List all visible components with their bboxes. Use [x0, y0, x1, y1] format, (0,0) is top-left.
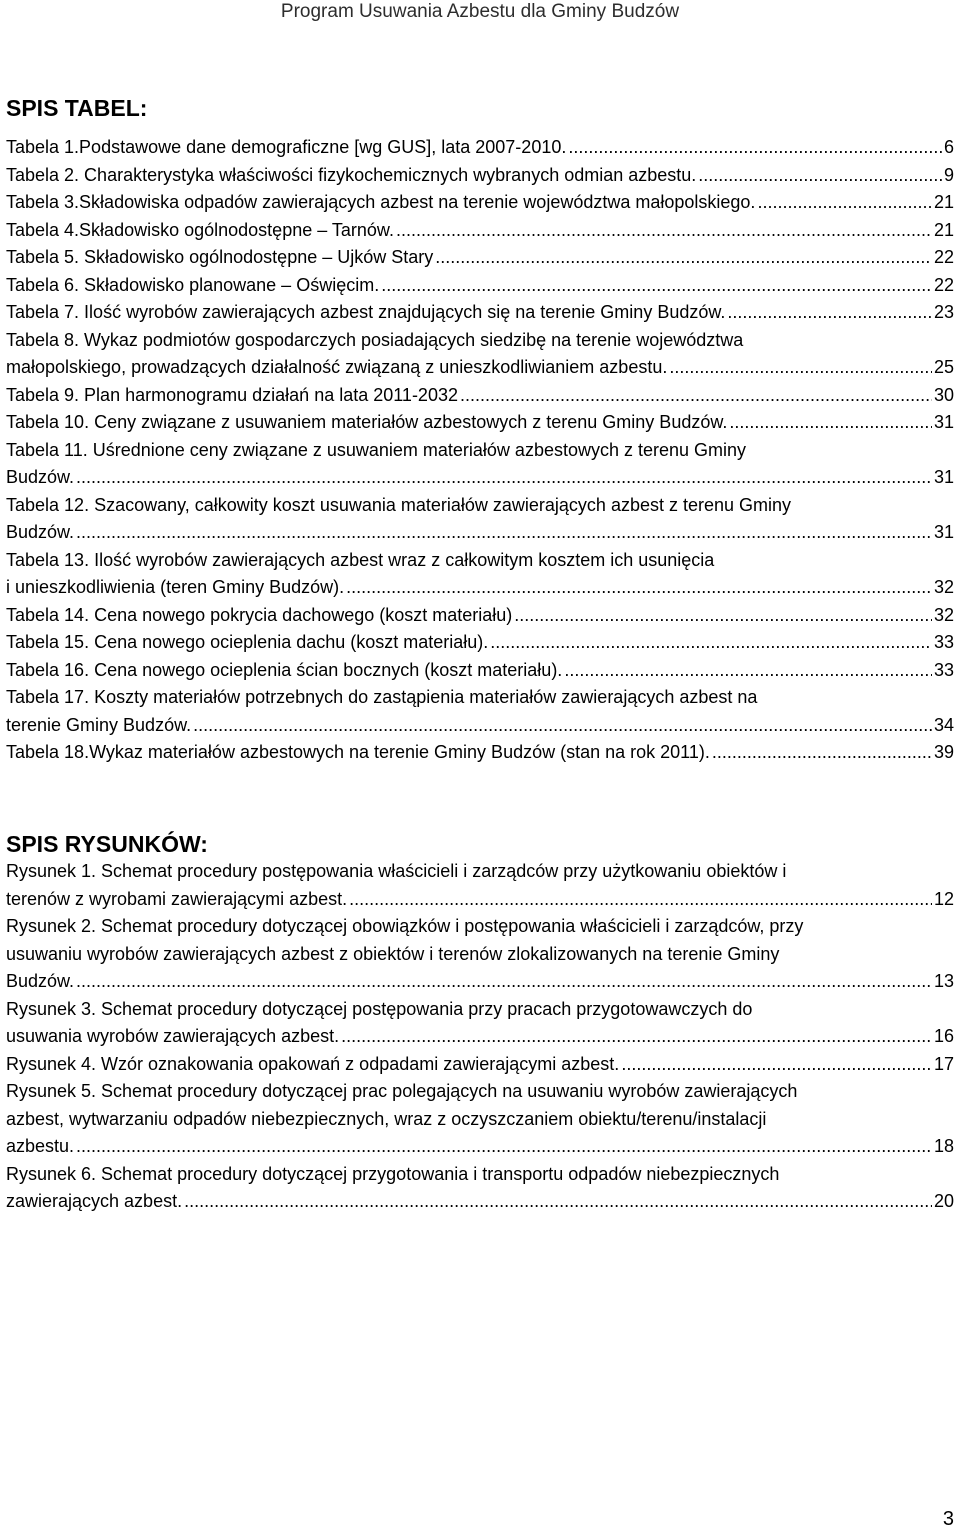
- entry-text: Tabela 1.Podstawowe dane demograficzne [wg GUS], lata 2007-2010.: [6, 137, 567, 157]
- dot-leader: [346, 574, 932, 602]
- dot-leader: [712, 739, 932, 767]
- entry-text-line: Rysunek 6. Schemat procedury dotyczącej przygotowania i transportu odpadów niebezpiecznych: [6, 1163, 780, 1184]
- entry-page-number: 13: [933, 971, 954, 991]
- entry-text: Tabela 9. Plan harmonogramu działań na lata 2011-2032: [6, 384, 458, 405]
- entry-page-number: 30: [933, 384, 954, 405]
- dot-leader: [669, 354, 932, 382]
- table-list-entry[interactable]: [6, 629, 954, 657]
- table-list-entry[interactable]: [6, 547, 954, 602]
- entry-text-line: Rysunek 3. Schemat procedury dotyczącej postępowania przy pracach przygotowawczych do: [6, 998, 753, 1019]
- dot-leader: [76, 968, 932, 996]
- entry-text: Tabela 6. Składowisko planowane – Oświęcim.: [6, 274, 380, 295]
- dot-leader: [341, 1023, 932, 1051]
- entry-text: Tabela 14. Cena nowego pokrycia dachowego (koszt materiału): [6, 604, 513, 625]
- entry-text: i unieszkodliwienia (teren Gminy Budzów).: [6, 577, 345, 597]
- entry-page-number: 32: [933, 604, 954, 625]
- entry-text-line: Rysunek 2. Schemat procedury dotyczącej obowiązków i postępowania właścicieli i zarządców, przy: [6, 916, 804, 936]
- entry-text: Tabela 16. Cena nowego ocieplenia ścian bocznych (koszt materiału).: [6, 659, 563, 680]
- tables-list: [6, 134, 954, 767]
- entry-text-line: Tabela 12. Szacowany, całkowity koszt usuwania materiałów zawierających azbest z terenu Gminy: [6, 494, 792, 515]
- entry-page-number: 34: [933, 714, 954, 735]
- dot-leader: [381, 272, 932, 300]
- dot-leader: [193, 712, 932, 740]
- table-list-entry[interactable]: [6, 382, 954, 410]
- entry-page-number: 39: [933, 742, 954, 762]
- dot-leader: [729, 409, 932, 437]
- entry-text: Budzów.: [6, 522, 75, 542]
- entry-text-line: Tabela 11. Uśrednione ceny związane z usuwaniem materiałów azbestowych z terenu Gminy: [6, 439, 747, 460]
- figure-list-entry[interactable]: [6, 1051, 954, 1079]
- entry-page-number: 33: [933, 632, 954, 652]
- table-list-entry[interactable]: [6, 492, 954, 547]
- entry-text: terenie Gminy Budzów.: [6, 714, 192, 735]
- figure-list-entry[interactable]: [6, 996, 954, 1051]
- entry-page-number: 6: [943, 137, 954, 157]
- entry-page-number: 22: [933, 274, 954, 295]
- figure-list-entry[interactable]: [6, 913, 954, 996]
- dot-leader: [76, 464, 932, 492]
- table-list-entry[interactable]: [6, 244, 954, 272]
- entry-page-number: 16: [933, 1026, 954, 1046]
- entry-text-line: azbest, wytwarzaniu odpadów niebezpiecznych, wraz z oczyszczaniem obiektu/terenu/instalacji: [6, 1108, 767, 1129]
- entry-page-number: 20: [933, 1191, 954, 1211]
- dot-leader: [727, 299, 932, 327]
- entry-text: Rysunek 4. Wzór oznakowania opakowań z odpadami zawierającymi azbest.: [6, 1053, 620, 1074]
- entry-page-number: 23: [933, 302, 954, 322]
- running-header: Program Usuwania Azbestu dla Gminy Budzów: [280, 1, 680, 22]
- entry-page-number: 12: [933, 888, 954, 909]
- tables-section-title: SPIS TABEL:: [6, 95, 148, 121]
- entry-page-number: 17: [933, 1053, 954, 1074]
- table-list-entry[interactable]: [6, 299, 954, 327]
- entry-text: Tabela 5. Składowisko ogólnodostępne – Ujków Stary: [6, 247, 434, 267]
- table-list-entry[interactable]: [6, 657, 954, 685]
- table-list-entry[interactable]: [6, 684, 954, 739]
- dot-leader: [435, 244, 932, 272]
- dot-leader: [460, 382, 932, 410]
- entry-page-number: 31: [933, 522, 954, 542]
- table-list-entry[interactable]: [6, 409, 954, 437]
- table-list-entry[interactable]: [6, 602, 954, 630]
- dot-leader: [349, 886, 932, 914]
- entry-text: Tabela 10. Ceny związane z usuwaniem materiałów azbestowych z terenu Gminy Budzów.: [6, 412, 728, 432]
- table-list-entry[interactable]: [6, 739, 954, 767]
- table-list-entry[interactable]: [6, 134, 954, 162]
- entry-page-number: 25: [933, 357, 954, 377]
- entry-text: Tabela 18.Wykaz materiałów azbestowych na terenie Gminy Budzów (stan na rok 2011).: [6, 742, 710, 762]
- dot-leader: [76, 1133, 932, 1161]
- table-list-entry[interactable]: [6, 189, 954, 217]
- entry-page-number: 33: [933, 659, 954, 680]
- figure-list-entry[interactable]: [6, 858, 954, 913]
- figure-list-entry[interactable]: [6, 1161, 954, 1216]
- dot-leader: [698, 162, 942, 190]
- entry-text: Tabela 2. Charakterystyka właściwości fizykochemicznych wybranych odmian azbestu.: [6, 164, 697, 185]
- table-list-entry[interactable]: [6, 162, 954, 190]
- dot-leader: [757, 189, 932, 217]
- entry-text: Tabela 15. Cena nowego ocieplenia dachu (koszt materiału).: [6, 632, 489, 652]
- entry-text: małopolskiego, prowadzących działalność związaną z unieszkodliwianiem azbestu.: [6, 357, 668, 377]
- entry-text-line: Rysunek 5. Schemat procedury dotyczącej prac polegających na usuwaniu wyrobów zawierających: [6, 1081, 798, 1101]
- entry-page-number: 31: [933, 467, 954, 487]
- entry-text: azbestu.: [6, 1136, 75, 1156]
- dot-leader: [568, 134, 942, 162]
- dot-leader: [514, 602, 932, 630]
- dot-leader: [76, 519, 932, 547]
- dot-leader: [621, 1051, 932, 1079]
- table-list-entry[interactable]: [6, 437, 954, 492]
- figures-list: [6, 858, 954, 1216]
- dot-leader: [490, 629, 932, 657]
- entry-text-line: Tabela 8. Wykaz podmiotów gospodarczych posiadających siedzibę na terenie województwa: [6, 329, 744, 350]
- entry-text: usuwania wyrobów zawierających azbest.: [6, 1026, 340, 1046]
- entry-text-line: usuwaniu wyrobów zawierających azbest z obiektów i terenów zlokalizowanych na terenie Gminy: [6, 943, 780, 964]
- entry-text: Tabela 7. Ilość wyrobów zawierających azbest znajdujących się na terenie Gminy Budzów.: [6, 302, 726, 322]
- entry-page-number: 31: [933, 412, 954, 432]
- entry-text: Budzów.: [6, 467, 75, 487]
- table-list-entry[interactable]: [6, 327, 954, 382]
- entry-text: Budzów.: [6, 971, 75, 991]
- table-list-entry[interactable]: [6, 217, 954, 245]
- entry-page-number: 21: [933, 192, 954, 212]
- dot-leader: [564, 657, 932, 685]
- entry-text: terenów z wyrobami zawierającymi azbest.: [6, 888, 348, 909]
- entry-text-line: Rysunek 1. Schemat procedury postępowania właścicieli i zarządców przy użytkowaniu obiektów i: [6, 861, 787, 881]
- table-list-entry[interactable]: [6, 272, 954, 300]
- entry-text: Tabela 3.Składowiska odpadów zawierających azbest na terenie województwa małopolskiego.: [6, 192, 756, 212]
- entry-page-number: 32: [933, 577, 954, 597]
- entry-text: Tabela 4.Składowisko ogólnodostępne – Tarnów.: [6, 219, 394, 240]
- figures-section-title: SPIS RYSUNKÓW:: [6, 831, 208, 857]
- entry-page-number: 21: [933, 219, 954, 240]
- entry-text: zawierających azbest.: [6, 1191, 183, 1211]
- entry-page-number: 18: [933, 1136, 954, 1156]
- dot-leader: [184, 1188, 932, 1216]
- entry-page-number: 22: [933, 247, 954, 267]
- entry-text-line: Tabela 17. Koszty materiałów potrzebnych do zastąpienia materiałów zawierających azbest na: [6, 687, 758, 707]
- figure-list-entry[interactable]: [6, 1078, 954, 1161]
- entry-text-line: Tabela 13. Ilość wyrobów zawierających azbest wraz z całkowitym kosztem ich usunięcia: [6, 549, 715, 570]
- dot-leader: [396, 217, 932, 245]
- page-number: 3: [942, 1508, 954, 1530]
- entry-page-number: 9: [943, 164, 954, 185]
